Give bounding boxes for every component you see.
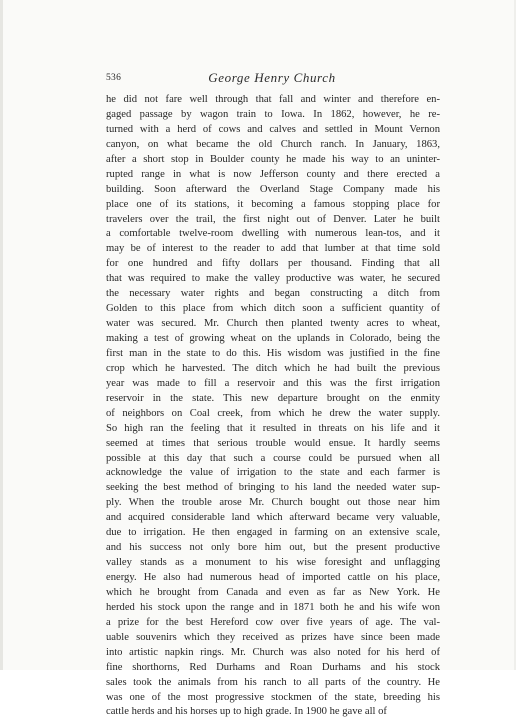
- text-line: for one hundred and fifty dollars per thousand. Finding that all: [106, 258, 440, 270]
- text-line: travelers over the trail, the first night out of Denver. Later he built: [106, 213, 440, 225]
- text-line: seemed at times that serious trouble would ensue. It hardly seems: [106, 437, 440, 449]
- text-line: cattle herds and his horses up to high grade. In 1900 he gave all of: [106, 706, 387, 718]
- text-line: acknowledge the value of irrigation to the state and each farmer is: [106, 467, 440, 479]
- text-line: and his success not only bore him out, but the present productive: [106, 542, 440, 554]
- text-line: building. Soon afterward the Overland Stage Company made his: [106, 183, 440, 195]
- text-line: valley stands as a monument to his wise foresight and unflagging: [106, 557, 440, 569]
- text-line: canyon, on what became the old Church ranch. In January, 1863,: [106, 138, 440, 150]
- running-head: George Henry Church: [208, 70, 336, 85]
- text-line: rupted range in what is now Jefferson county and there erected a: [106, 168, 440, 180]
- text-line: that was required to make the valley productive was water, he secured: [106, 273, 440, 285]
- text-line: of neighbors on Coal creek, from which he drew the water supply.: [106, 407, 440, 419]
- text-line: uable souvenirs which they received as prizes have since been made: [106, 631, 440, 643]
- text-line: may be of interest to the reader to add that lumber at that time sold: [106, 243, 440, 255]
- text-line: fine shorthorns, Red Durhams and Roan Durhams and his stock: [106, 661, 440, 673]
- text-line: water was secured. Mr. Church then planted twenty acres to wheat,: [106, 318, 440, 330]
- page-left-edge: [0, 0, 3, 670]
- text-line: ply. When the trouble arose Mr. Church bought out those near him: [106, 497, 440, 509]
- text-line: first man in the state to do this. His wisdom was justified in the fine: [106, 347, 440, 359]
- text-line: and acquired considerable land which afterward became very valuable,: [106, 512, 440, 524]
- text-line: making a test of growing wheat on the uplands in Colorado, being the: [106, 333, 440, 344]
- page-number: 536: [106, 73, 122, 83]
- text-line: due to irrigation. He then engaged in farming on an extensive scale,: [106, 527, 440, 539]
- text-line: a prize for the best Hereford cow over five years of age. The val-: [106, 616, 440, 628]
- text-line: gaged passage by wagon train to Iowa. In 1862, however, he re-: [106, 108, 440, 120]
- text-line: year was made to fill a reservoir and this was the first irrigation: [106, 377, 440, 389]
- text-line: he did not fare well through that fall and winter and therefore en-: [106, 94, 440, 105]
- text-line: after a short stop in Boulder county he made his way to an uninter-: [106, 153, 440, 165]
- text-line: energy. He also had numerous head of imported cattle on his place,: [106, 572, 440, 583]
- text-line: Golden to this place from which ditch soon a sufficient quantity of: [106, 303, 440, 315]
- text-line: into artistic napkin rings. Mr. Church was also noted for his herd of: [106, 646, 440, 658]
- text-line: seeking the best method of bringing to his land the needed water sup-: [106, 482, 440, 494]
- text-line: herded his stock upon the range and in 1871 both he and his wife won: [106, 601, 440, 613]
- text-line: the necessary water rights and began constructing a ditch from: [106, 288, 440, 300]
- text-line: crop which he harvested. The ditch which he had built the previous: [106, 362, 440, 374]
- text-line: turned with a herd of cows and calves and settled in Mount Vernon: [106, 123, 440, 135]
- text-line: possible at this day that such a course could be pursued when all: [106, 452, 440, 464]
- text-line: So high ran the feeling that it resulted in threats on his life and it: [106, 422, 440, 434]
- text-line: a comfortable twelve-room dwelling with numerous lean-tos, and it: [106, 228, 440, 240]
- text-line: which he brought from Canada and even as far as New York. He: [106, 586, 440, 598]
- body-text: [106, 93, 440, 720]
- page-header: [106, 70, 438, 90]
- text-line: sales took the animals from his ranch to all parts of the country. He: [106, 676, 440, 688]
- text-line: reservoir in the state. This new departure brought on the enmity: [106, 392, 440, 404]
- text-line: was one of the most progressive stockmen of the state, breeding his: [106, 691, 440, 703]
- text-line: place one of its stations, it becoming a famous stopping place for: [106, 198, 440, 210]
